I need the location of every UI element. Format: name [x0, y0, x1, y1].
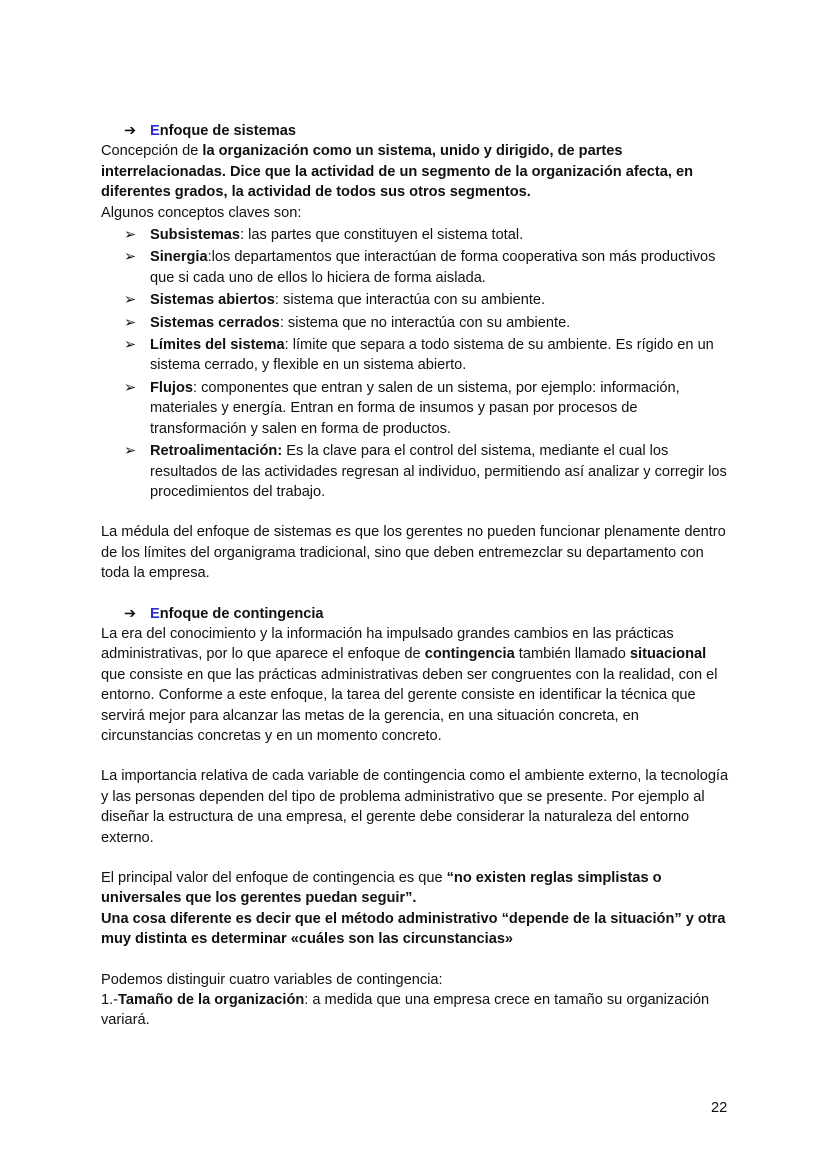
list-item: ➢ Subsistemas: las partes que constituyen el sistema total. [101, 225, 729, 245]
contingency-paragraph-2: La importancia relativa de cada variable de contingencia como el ambiente externo, la tecnología y las personas dependen del tipo de problema administrativo que se presente. Por ejemplo al diseñar la estructura de una empresa, el gerente debe considerar la naturaleza del entorno externo. [101, 768, 729, 846]
list-item: ➢ Sinergia:los departamentos que interactúan de forma cooperativa son más productivos que si cada uno de ellos lo hiciera de forma aislada. [124, 249, 716, 286]
document-page [101, 121, 729, 1031]
contingency-paragraph-3: El principal valor del enfoque de contingencia es que “no existen reglas simplistas o universales que los gerentes puedan seguir”. [101, 870, 662, 907]
list-item: ➢ Retroalimentación: Es la clave para el control del sistema, mediante el cual los resultados de las actividades regresan al individuo, permitiendo así analizar y corregir los procedimientos del trabajo. [124, 443, 727, 500]
systems-intro: Concepción de la organización como un sistema, unido y dirigido, de partes interrelacionadas. Dice que la actividad de un segmento de la organización afecta, en diferentes grados, la actividad de todos sus otros segmentos. [101, 143, 694, 201]
page-number: 22 [711, 1100, 728, 1116]
bullet-icon: ➢ [124, 379, 137, 396]
list-item: ➢ Sistemas cerrados: sistema que no interactúa con su ambiente. [101, 313, 729, 333]
concepts-list [101, 225, 729, 502]
bullet-icon: ➢ [124, 227, 137, 244]
list-item: ➢ Límites del sistema: límite que separa a todo sistema de su ambiente. Es rígido en un sistema cerrado, y flexible en un sistema abierto. [124, 337, 714, 374]
bullet-icon: ➢ [124, 337, 137, 354]
bullet-icon: ➢ [124, 292, 137, 309]
section-heading-systems: ➔ Enfoque de sistemas [101, 121, 729, 141]
systems-lead: Algunos conceptos claves son: [101, 204, 302, 221]
list-item: ➢ Sistemas abiertos: sistema que interactúa con su ambiente. [101, 290, 729, 310]
systems-closing: La médula del enfoque de sistemas es que los gerentes no pueden funcionar plenamente dentro de los límites del organigrama tradicional, sino que deben entremezclar su departamento con toda la empresa. [101, 524, 726, 582]
contingency-paragraph-1: La era del conocimiento y la información ha impulsado grandes cambios en las prácticas administrativas, por lo que aparece el enfoque de contingencia también llamado situacional que consiste en que las prácticas administrativas deben ser congruentes con la realidad, con el entorno. Conforme a este enfoque, la tarea del gerente consiste en identificar la técnica que servirá mejor para alcanzar las metas de la gerencia, en una situación concreta, en circunstancias concretas y en un momento concreto. [101, 625, 718, 744]
bullet-icon: ➢ [124, 314, 137, 331]
arrow-icon: ➔ [124, 605, 137, 622]
section-heading-contingency: ➔ Enfoque de contingencia [101, 604, 729, 624]
contingency-paragraph-4: Podemos distinguir cuatro variables de contingencia: [101, 971, 443, 988]
contingency-paragraph-3b: Una cosa diferente es decir que el método administrativo “depende de la situación” y otra muy distinta es determinar «cuáles son las circunstancias» [101, 910, 726, 948]
contingency-paragraph-5: 1.-Tamaño de la organización: a medida que una empresa crece en tamaño su organización variará. [101, 992, 710, 1029]
bullet-icon: ➢ [124, 249, 137, 266]
arrow-icon: ➔ [124, 123, 137, 139]
list-item: ➢ Flujos: componentes que entran y salen de un sistema, por ejemplo: información, materiales y energía. Entran en forma de insumos y pasan por procesos de transformación y salen en forma de productos. [124, 379, 680, 437]
bullet-icon: ➢ [124, 443, 137, 460]
